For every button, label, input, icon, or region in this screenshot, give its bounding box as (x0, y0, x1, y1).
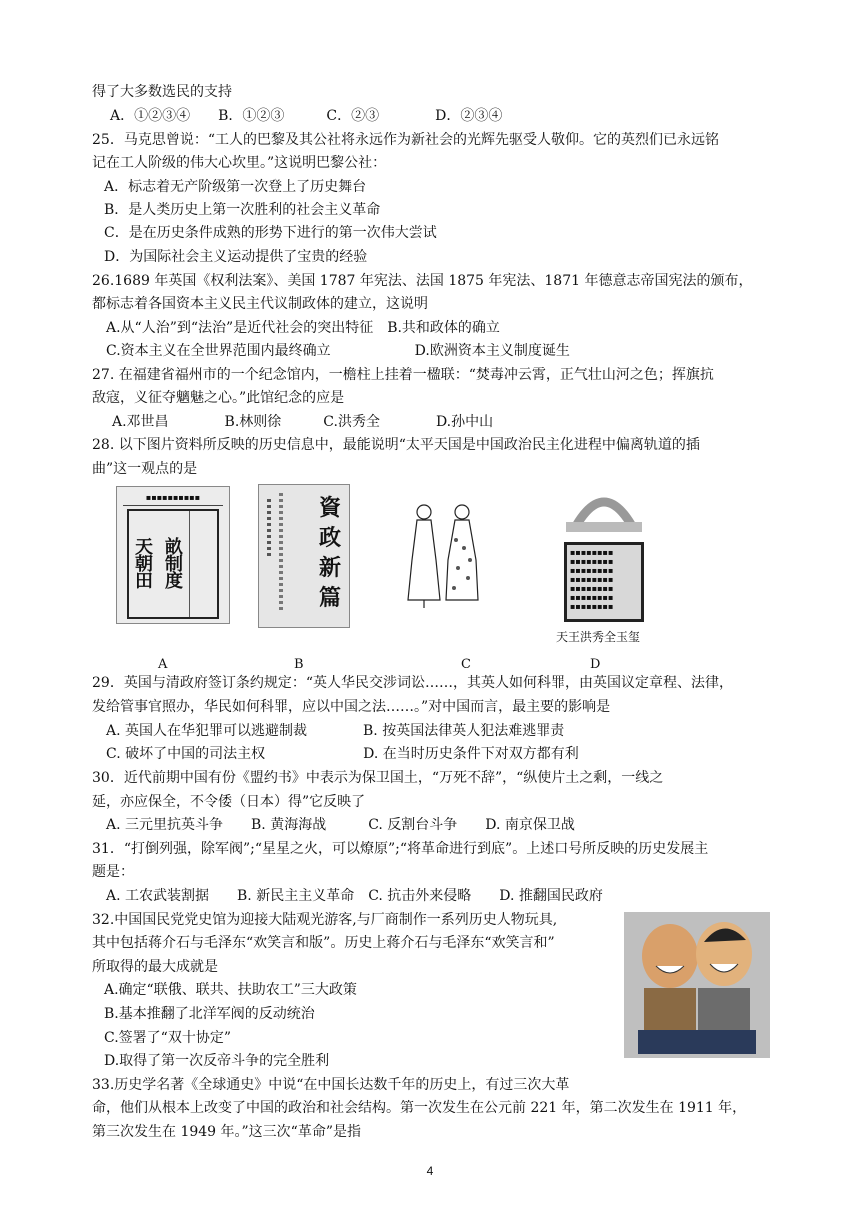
text-line: A. 工农武装割据 B. 新民主主义革命 C. 抗击外来侵略 D. 推翻国民政府 (106, 888, 603, 904)
figure-label-c: C (461, 657, 471, 672)
text-line: A. 英国人在华犯罪可以逃避制裁 B. 按英国法律英人犯法难逃罪责 (106, 723, 565, 739)
text-line: 命，他们从根本上改变了中国的政治和社会结构。第一次发生在公元前 221 年，第二次发生在 1911 年， (92, 1100, 747, 1116)
text-line: 题是： (92, 864, 134, 880)
fig-a-char: 朝 (135, 553, 153, 575)
fig-b-char: 政 (318, 525, 341, 551)
text-line: 28. 以下图片资料所反映的历史信息中，最能说明“太平天国是中国政治民主化进程中偏离轨道的插 (92, 437, 700, 453)
figure-label-d: D (590, 657, 601, 672)
text-line: C.签署了“双十协定” (104, 1030, 231, 1046)
text-line: 发给管事官照办，华民如何科罪，应以中国之法……。”对中国而言，最主要的影响是 (92, 699, 611, 715)
text-line: D.取得了第一次反帝斗争的完全胜利 (104, 1053, 330, 1069)
text-line: 31．“打倒列强，除军阀”;“星星之火，可以燎原”;“将革命进行到底”。上述口号所反映的历史发展主 (92, 841, 709, 857)
text-line: 30．近代前期中国有份《盟约书》中表示为保卫国土，“万死不辞”，“纵使片土之剩，一线之 (92, 770, 664, 786)
text-line: C．是在历史条件成熟的形势下进行的第一次伟大尝试 (104, 225, 437, 241)
figure-a-book-cover: ▪▪▪▪▪▪▪▪▪▪ 天 朝 田 畝 制 度 (116, 486, 230, 624)
figure-label-b: B (294, 657, 304, 672)
figure-label-a: A (158, 657, 168, 672)
text-line: A．①②③④ B．①②③ C．②③ D．②③④ (110, 108, 503, 124)
text-line: A.邓世昌 B.林则徐 C.洪秀全 D.孙中山 (112, 414, 494, 430)
text-line: A. 三元里抗英斗争 B. 黄海海战 C. 反割台斗争 D. 南京保卫战 (106, 817, 575, 833)
fig-a-char: 畝 (165, 536, 183, 558)
page-number: 4 (426, 1164, 434, 1178)
text-line: A.确定“联俄、联共、扶助农工”三大政策 (104, 982, 357, 998)
text-line: 得了大多数选民的支持 (92, 84, 232, 100)
text-line: 敌寇，义征夺魑魅之心。”此馆纪念的应是 (92, 390, 345, 406)
text-line: B.基本推翻了北洋军阀的反动统治 (104, 1006, 315, 1022)
figure-d-caption: 天王洪秀全玉玺 (556, 630, 641, 644)
text-line: 曲”这一观点的是 (92, 461, 198, 477)
text-line: D．为国际社会主义运动提供了宝贵的经验 (104, 249, 368, 265)
toy-figures-photo (624, 912, 770, 1058)
text-line: 第三次发生在 1949 年。”这三次“革命”是指 (92, 1124, 362, 1140)
text-line: 所取得的最大成就是 (92, 959, 218, 975)
text-line: 27. 在福建省福州市的一个纪念馆内，一檐柱上挂着一楹联：“焚毒冲云霄，正气壮山河之色；挥旗抗 (92, 367, 714, 383)
text-line: 都标志着各国资本主义民主代议制政体的建立，这说明 (92, 296, 428, 312)
fig-b-char: 新 (318, 555, 341, 581)
figure-b-book-cover (258, 484, 350, 628)
seal-top-icon (558, 474, 650, 534)
text-line: 其中包括蒋介石与毛泽东“欢笑言和版”。历史上蒋介石与毛泽东“欢笑言和” (92, 935, 555, 951)
fig-a-char: 制 (165, 553, 183, 575)
text-line: 25．马克思曾说：“工人的巴黎及其公社将永远作为新社会的光辉先驱受人敬仰。它的英烈们已永远铭 (92, 132, 719, 148)
fig-b-char: 篇 (318, 585, 341, 611)
text-line: C. 破坏了中国的司法主权 D. 在当时历史条件下对双方都有利 (106, 746, 579, 762)
text-line: A.从“人治”到“法治”是近代社会的突出特征 B.共和政体的确立 (106, 320, 500, 336)
fig-b-char: 資 (318, 495, 341, 521)
text-line: 26.1689 年英国《权利法案》、美国 1787 年宪法、法国 1875 年宪法、1871 年德意志帝国宪法的颁布， (92, 273, 753, 289)
text-line: 29．英国与清政府签订条约规定：“英人华民交涉词讼……，其英人如何科罪，由英国议定章程、法律， (92, 675, 733, 691)
figure-d-jade-seal: ▪▪▪▪▪▪▪▪ ▪▪▪▪▪▪▪▪ ▪▪▪▪▪▪▪▪ ▪▪▪▪▪▪▪▪ ▪▪▪▪▪▪▪▪ ▪▪▪▪▪▪▪▪ ▪▪▪▪▪▪▪▪ (558, 474, 650, 622)
fig-a-char: 度 (165, 570, 183, 592)
text-line: 32.中国国民党党史馆为迎接大陆观光游客,与厂商制作一系列历史人物玩具, (92, 912, 558, 928)
fig-a-char: 天 (135, 536, 153, 558)
text-line: C.资本主义在全世界范围内最终确立 D.欧洲资本主义制度诞生 (106, 343, 570, 359)
fig-a-char: 田 (135, 570, 153, 592)
text-line: B．是人类历史上第一次胜利的社会主义革命 (104, 202, 381, 218)
text-line: 延，亦应保全，不令倭（日本）得”它反映了 (92, 794, 366, 810)
text-line: 33.历史学名著《全球通史》中说“在中国长达数千年的历史上，有过三次大革 (92, 1077, 570, 1093)
figure-c-costume-illustration (398, 500, 490, 610)
text-line: A．标志着无产阶级第一次登上了历史舞台 (104, 179, 367, 195)
text-line: 记在工人阶级的伟大心坎里。”这说明巴黎公社： (92, 155, 387, 171)
